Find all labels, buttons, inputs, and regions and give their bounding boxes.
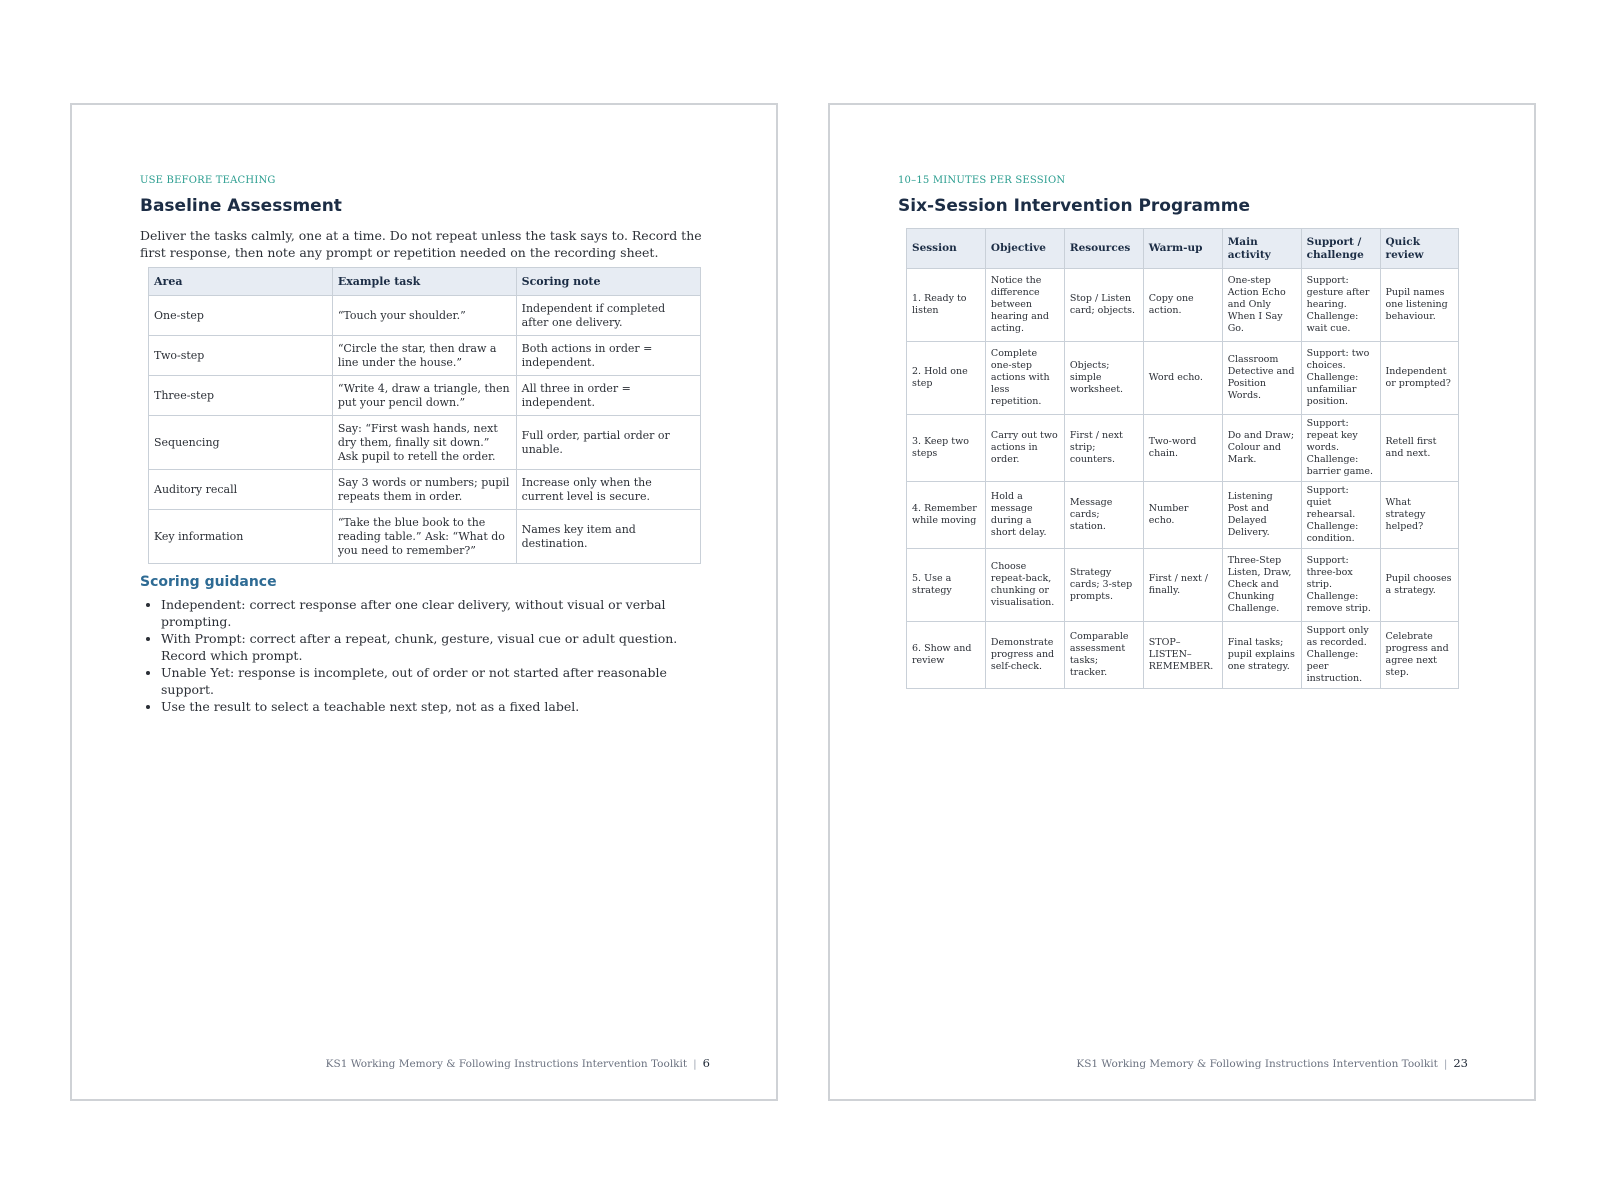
table-cell: “Write 4, draw a triangle, then put your pencil down.”	[332, 376, 516, 416]
table-row	[907, 622, 1459, 689]
table-cell: Support only as recorded. Challenge: peer instruction.	[1301, 622, 1380, 689]
table-cell: Pupil names one listening behaviour.	[1380, 269, 1458, 342]
table-cell: Final tasks; pupil explains one strategy.	[1222, 622, 1301, 689]
table-cell: 4. Remember while moving	[907, 482, 986, 549]
table-row	[907, 549, 1459, 622]
table-cell: Increase only when the current level is secure.	[516, 470, 700, 510]
column-header: Support / challenge	[1301, 229, 1380, 269]
table-cell: 5. Use a strategy	[907, 549, 986, 622]
table-row	[907, 482, 1459, 549]
footer-title: KS1 Working Memory & Following Instructions Intervention Toolkit	[1076, 1058, 1438, 1070]
table-cell: Support: gesture after hearing. Challenge: wait cue.	[1301, 269, 1380, 342]
intervention-programme-table	[906, 228, 1459, 689]
footer-separator: |	[693, 1058, 697, 1070]
footer-title: KS1 Working Memory & Following Instructions Intervention Toolkit	[325, 1058, 688, 1070]
table-cell: Notice the difference between hearing and acting.	[985, 269, 1064, 342]
table-cell: Two-word chain.	[1143, 415, 1222, 482]
table-cell: Comparable assessment tasks; tracker.	[1064, 622, 1143, 689]
column-header: Scoring note	[516, 268, 700, 296]
table-cell: Three-step	[149, 376, 333, 416]
table-row	[149, 470, 701, 510]
table-cell: One-step	[149, 296, 333, 336]
baseline-assessment-table	[148, 267, 701, 564]
table-cell: Carry out two actions in order.	[985, 415, 1064, 482]
table-cell: 3. Keep two steps	[907, 415, 986, 482]
column-header: Session	[907, 229, 986, 269]
page-left	[70, 103, 778, 1101]
table-row	[149, 296, 701, 336]
column-header: Example task	[332, 268, 516, 296]
table-cell: Classroom Detective and Position Words.	[1222, 342, 1301, 415]
table-cell: Stop / Listen card; objects.	[1064, 269, 1143, 342]
table-cell: Number echo.	[1143, 482, 1222, 549]
column-header: Warm-up	[1143, 229, 1222, 269]
table-cell: What strategy helped?	[1380, 482, 1458, 549]
page-title: Baseline Assessment	[140, 196, 342, 216]
column-header: Main activity	[1222, 229, 1301, 269]
table-cell: Message cards; station.	[1064, 482, 1143, 549]
table-header-row	[149, 268, 701, 296]
table-cell: Support: quiet rehearsal. Challenge: condition.	[1301, 482, 1380, 549]
list-item: • Unable Yet: response is incomplete, out of order or not started after reasonable support.	[161, 664, 705, 698]
table-cell: Say 3 words or numbers; pupil repeats them in order.	[332, 470, 516, 510]
table-cell: “Circle the star, then draw a line under the house.”	[332, 336, 516, 376]
table-row	[907, 269, 1459, 342]
table-cell: Listening Post and Delayed Delivery.	[1222, 482, 1301, 549]
section-kicker: USE BEFORE TEACHING	[140, 175, 276, 186]
table-cell: Say: “First wash hands, next dry them, finally sit down.” Ask pupil to retell the order.	[332, 416, 516, 470]
table-cell: Copy one action.	[1143, 269, 1222, 342]
list-item: • Independent: correct response after one clear delivery, without visual or verbal prompting.	[161, 596, 705, 630]
table-cell: Do and Draw; Colour and Mark.	[1222, 415, 1301, 482]
table-row	[149, 336, 701, 376]
table-row	[149, 510, 701, 564]
column-header: Quick review	[1380, 229, 1458, 269]
page-title: Six-Session Intervention Programme	[898, 196, 1250, 216]
table-cell: Key information	[149, 510, 333, 564]
section-kicker: 10–15 MINUTES PER SESSION	[898, 175, 1066, 186]
table-cell: Celebrate progress and agree next step.	[1380, 622, 1458, 689]
column-header: Objective	[985, 229, 1064, 269]
table-cell: “Take the blue book to the reading table.” Ask: “What do you need to remember?”	[332, 510, 516, 564]
page-number: 6	[702, 1056, 710, 1070]
table-cell: Objects; simple worksheet.	[1064, 342, 1143, 415]
column-header: Resources	[1064, 229, 1143, 269]
scoring-guidance-heading: Scoring guidance	[140, 574, 277, 590]
table-row	[907, 415, 1459, 482]
table-cell: First / next / finally.	[1143, 549, 1222, 622]
table-cell: Three-Step Listen, Draw, Check and Chunking Challenge.	[1222, 549, 1301, 622]
table-cell: Full order, partial order or unable.	[516, 416, 700, 470]
table-cell: Word echo.	[1143, 342, 1222, 415]
table-cell: Two-step	[149, 336, 333, 376]
table-cell: Pupil chooses a strategy.	[1380, 549, 1458, 622]
table-cell: Hold a message during a short delay.	[985, 482, 1064, 549]
table-header-row	[907, 229, 1459, 269]
table-cell: One-step Action Echo and Only When I Say Go.	[1222, 269, 1301, 342]
intro-paragraph: Deliver the tasks calmly, one at a time. Do not repeat unless the task says to. Record the first response, then note any prompt or repetition needed on the recording sheet.	[140, 228, 702, 260]
table-cell: 6. Show and review	[907, 622, 986, 689]
column-header: Area	[149, 268, 333, 296]
table-cell: 1. Ready to listen	[907, 269, 986, 342]
list-item: • With Prompt: correct after a repeat, chunk, gesture, visual cue or adult question. Record which prompt.	[161, 630, 705, 664]
table-cell: Choose repeat-back, chunking or visualisation.	[985, 549, 1064, 622]
scoring-guidance-list	[140, 596, 705, 715]
table-cell: “Touch your shoulder.”	[332, 296, 516, 336]
page-footer	[1076, 1056, 1468, 1070]
table-cell: 2. Hold one step	[907, 342, 986, 415]
table-cell: Sequencing	[149, 416, 333, 470]
page-right	[828, 103, 1536, 1101]
table-row	[907, 342, 1459, 415]
table-cell: Retell first and next.	[1380, 415, 1458, 482]
table-cell: Independent or prompted?	[1380, 342, 1458, 415]
table-cell: Both actions in order = independent.	[516, 336, 700, 376]
left-page-content	[140, 175, 705, 715]
table-cell: Names key item and destination.	[516, 510, 700, 564]
table-cell: Demonstrate progress and self-check.	[985, 622, 1064, 689]
table-row	[149, 416, 701, 470]
table-cell: Support: three-box strip. Challenge: remove strip.	[1301, 549, 1380, 622]
table-cell: Support: repeat key words. Challenge: barrier game.	[1301, 415, 1380, 482]
table-row	[149, 376, 701, 416]
list-item: • Use the result to select a teachable next step, not as a fixed label.	[161, 698, 705, 715]
table-cell: Independent if completed after one delivery.	[516, 296, 700, 336]
table-cell: Support: two choices. Challenge: unfamiliar position.	[1301, 342, 1380, 415]
table-cell: Auditory recall	[149, 470, 333, 510]
page-footer	[326, 1056, 710, 1070]
table-cell: STOP–LISTEN–REMEMBER.	[1143, 622, 1222, 689]
page-number: 23	[1453, 1056, 1468, 1070]
table-cell: All three in order = independent.	[516, 376, 700, 416]
footer-separator: |	[1443, 1058, 1448, 1070]
right-page-content	[898, 175, 1463, 689]
table-cell: First / next strip; counters.	[1064, 415, 1143, 482]
table-cell: Strategy cards; 3-step prompts.	[1064, 549, 1143, 622]
table-cell: Complete one-step actions with less repetition.	[985, 342, 1064, 415]
